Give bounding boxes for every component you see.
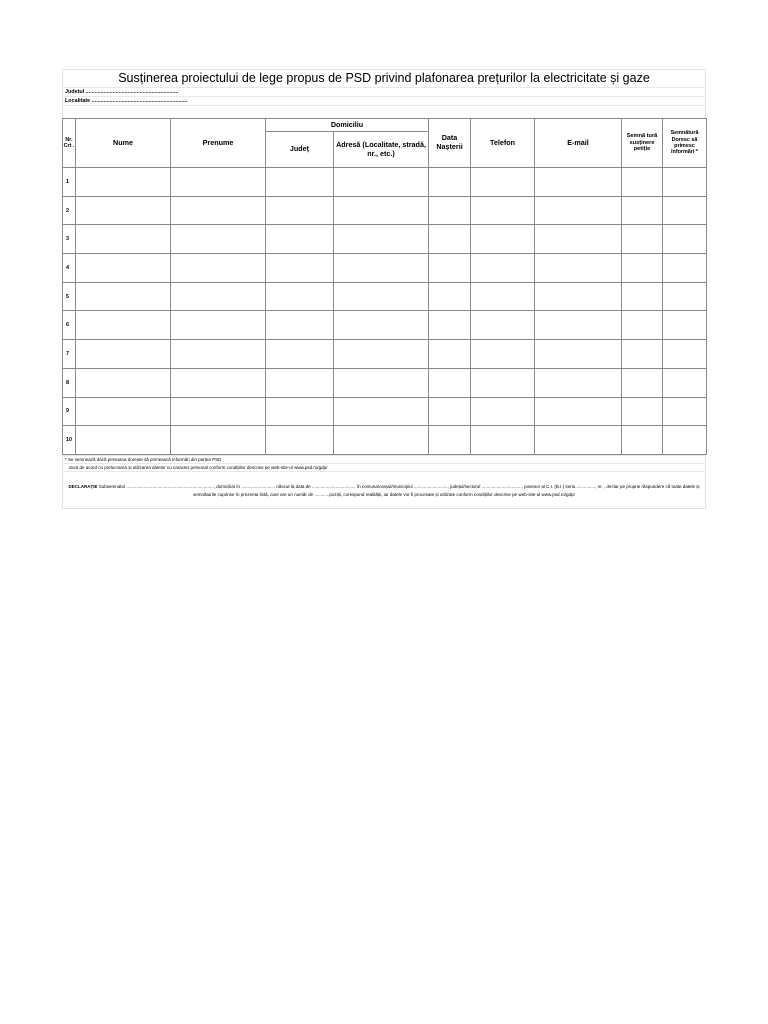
adresa-cell[interactable]: [334, 368, 429, 397]
header-data-nasterii: Data Nașterii: [429, 119, 471, 168]
header-domiciliu: Domiciliu: [266, 119, 429, 132]
table-row: [63, 426, 707, 455]
data-nasterii-cell[interactable]: [429, 368, 471, 397]
table-row: [63, 254, 707, 283]
telefon-cell[interactable]: [471, 340, 535, 369]
judet-cell[interactable]: [266, 426, 334, 455]
adresa-cell[interactable]: [334, 397, 429, 426]
telefon-cell[interactable]: [471, 368, 535, 397]
declaration-label: DECLARAȚIE: [68, 483, 98, 489]
judet-cell[interactable]: [266, 254, 334, 283]
email-cell[interactable]: [535, 225, 622, 254]
table-row: [63, 340, 707, 369]
informari-cell[interactable]: [663, 340, 707, 369]
adresa-cell[interactable]: [334, 311, 429, 340]
nume-cell[interactable]: [76, 426, 171, 455]
data-nasterii-cell[interactable]: [429, 282, 471, 311]
email-cell[interactable]: [535, 282, 622, 311]
data-nasterii-cell[interactable]: [429, 254, 471, 283]
prenume-cell[interactable]: [171, 225, 266, 254]
email-cell[interactable]: [535, 426, 622, 455]
adresa-cell[interactable]: [334, 340, 429, 369]
prenume-cell[interactable]: [171, 426, 266, 455]
telefon-cell[interactable]: [471, 311, 535, 340]
header-informari: Semnătură Doresc să primesc informări *: [663, 119, 707, 168]
row-number: 7: [63, 340, 76, 369]
informari-cell[interactable]: [663, 368, 707, 397]
nume-cell[interactable]: [76, 196, 171, 225]
email-cell[interactable]: [535, 397, 622, 426]
row-number: 6: [63, 311, 76, 340]
declaration-block: [62, 471, 706, 509]
header-judet: Județ: [266, 132, 334, 168]
prenume-cell[interactable]: [171, 311, 266, 340]
informari-cell[interactable]: [663, 225, 707, 254]
row-number: 9: [63, 397, 76, 426]
header-semnatura: Semnă tură susținere petiție: [622, 119, 663, 168]
header-adresa: Adresă (Localitate, stradă, nr., etc.): [334, 132, 429, 168]
nume-cell[interactable]: [76, 168, 171, 197]
judet-cell[interactable]: [266, 168, 334, 197]
header-email: E-mail: [535, 119, 622, 168]
semnatura-cell[interactable]: [622, 168, 663, 197]
semnatura-cell[interactable]: [622, 225, 663, 254]
footnote-informari: * Se semnează dacă persoana dorește să primească informări din partea PSD: [62, 455, 706, 463]
semnatura-cell[interactable]: [622, 340, 663, 369]
data-nasterii-cell[interactable]: [429, 397, 471, 426]
nume-cell[interactable]: [76, 254, 171, 283]
judet-cell[interactable]: [266, 282, 334, 311]
informari-cell[interactable]: [663, 196, 707, 225]
judet-cell[interactable]: [266, 340, 334, 369]
informari-cell[interactable]: [663, 426, 707, 455]
nume-cell[interactable]: [76, 225, 171, 254]
email-cell[interactable]: [535, 340, 622, 369]
judet-cell[interactable]: [266, 368, 334, 397]
prenume-cell[interactable]: [171, 282, 266, 311]
telefon-cell[interactable]: [471, 397, 535, 426]
prenume-cell[interactable]: [171, 168, 266, 197]
row-number: 3: [63, 225, 76, 254]
adresa-cell[interactable]: [334, 254, 429, 283]
prenume-cell[interactable]: [171, 340, 266, 369]
informari-cell[interactable]: [663, 254, 707, 283]
email-cell[interactable]: [535, 311, 622, 340]
gdpr-consent-note: Sunt de acord cu prelucrarea și utilizarea datelor cu caracter personal conform condițiilor descrise pe web-site-ul www.psd.ro/gdpr: [62, 463, 706, 471]
nume-cell[interactable]: [76, 340, 171, 369]
semnatura-cell[interactable]: [622, 368, 663, 397]
table-row: [63, 225, 707, 254]
telefon-cell[interactable]: [471, 426, 535, 455]
data-nasterii-cell[interactable]: [429, 311, 471, 340]
header-nume: Nume: [76, 119, 171, 168]
informari-cell[interactable]: [663, 168, 707, 197]
data-nasterii-cell[interactable]: [429, 426, 471, 455]
prenume-cell[interactable]: [171, 196, 266, 225]
adresa-cell[interactable]: [334, 282, 429, 311]
table-row: [63, 311, 707, 340]
data-nasterii-cell[interactable]: [429, 340, 471, 369]
header-nr: Nr. Crt .: [63, 119, 76, 168]
table-row: [63, 368, 707, 397]
nume-cell[interactable]: [76, 311, 171, 340]
judet-cell[interactable]: [266, 311, 334, 340]
row-number: 4: [63, 254, 76, 283]
petition-sheet: [62, 69, 706, 509]
semnatura-cell[interactable]: [622, 426, 663, 455]
email-cell[interactable]: [535, 254, 622, 283]
data-nasterii-cell[interactable]: [429, 225, 471, 254]
semnatura-cell[interactable]: [622, 282, 663, 311]
telefon-cell[interactable]: [471, 225, 535, 254]
table-row: [63, 397, 707, 426]
judet-cell[interactable]: [266, 196, 334, 225]
telefon-cell[interactable]: [471, 254, 535, 283]
adresa-cell[interactable]: [334, 426, 429, 455]
email-cell[interactable]: [535, 368, 622, 397]
informari-cell[interactable]: [663, 282, 707, 311]
email-cell[interactable]: [535, 196, 622, 225]
table-row: [63, 196, 707, 225]
nume-cell[interactable]: [76, 397, 171, 426]
semnatura-cell[interactable]: [622, 311, 663, 340]
judet-cell[interactable]: [266, 225, 334, 254]
telefon-cell[interactable]: [471, 282, 535, 311]
county-field: Judetul ..............................................................: [62, 87, 706, 96]
row-number: 10: [63, 426, 76, 455]
adresa-cell[interactable]: [334, 225, 429, 254]
adresa-cell[interactable]: [334, 168, 429, 197]
email-cell[interactable]: [535, 168, 622, 197]
judet-cell[interactable]: [266, 397, 334, 426]
locality-field: Localitate ................................................................: [62, 96, 706, 105]
row-number: 2: [63, 196, 76, 225]
nume-cell[interactable]: [76, 368, 171, 397]
semnatura-cell[interactable]: [622, 196, 663, 225]
prenume-cell[interactable]: [171, 397, 266, 426]
nume-cell[interactable]: [76, 282, 171, 311]
adresa-cell[interactable]: [334, 196, 429, 225]
telefon-cell[interactable]: [471, 168, 535, 197]
page-title: Susținerea proiectului de lege propus de PSD privind plafonarea prețurilor la electricitate și gaze: [62, 69, 706, 87]
table-row: [63, 168, 707, 197]
declaration-text: Subsemnatul ......................................................................, domiciliat în ........................... născut la data de .................................., în comuna/orașul/municipiul ..........................., județul/sectorul ................................, posesor al C.I. (B.I.) seria ..............., nr. , declar pe proprie răspundere că toate datele și semnăturile cuprinse în prezenta listă, care are un număr de ............poziții, corespund realității, iar datele vor fi procesate și utilizate conform condițiilor descrise pe web-site-ul www.psd.ro/gdpr: [98, 483, 700, 497]
signature-table: [62, 118, 707, 455]
row-number: 1: [63, 168, 76, 197]
prenume-cell[interactable]: [171, 254, 266, 283]
row-number: 5: [63, 282, 76, 311]
header-telefon: Telefon: [471, 119, 535, 168]
data-nasterii-cell[interactable]: [429, 168, 471, 197]
data-nasterii-cell[interactable]: [429, 196, 471, 225]
semnatura-cell[interactable]: [622, 254, 663, 283]
prenume-cell[interactable]: [171, 368, 266, 397]
telefon-cell[interactable]: [471, 196, 535, 225]
header-prenume: Prenume: [171, 119, 266, 168]
table-row: [63, 282, 707, 311]
row-number: 8: [63, 368, 76, 397]
spacer-row: [62, 105, 706, 118]
informari-cell[interactable]: [663, 397, 707, 426]
informari-cell[interactable]: [663, 311, 707, 340]
semnatura-cell[interactable]: [622, 397, 663, 426]
